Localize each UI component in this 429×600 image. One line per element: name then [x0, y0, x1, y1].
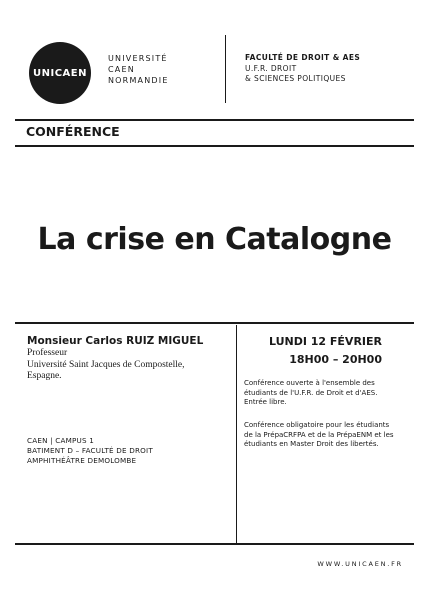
venue-line: AMPHITHÉÂTRE DEMOLOMBE [27, 455, 137, 465]
mandatory-note-line: Conférence obligatoire pour les étudiants [244, 421, 390, 429]
access-note-line: Conférence ouverte à l'ensemble des [244, 379, 375, 387]
faculty-line: U.F.R. DROIT [245, 63, 297, 73]
access-note-line: étudiants de l'U.F.R. de Droit et d'AES. [244, 388, 378, 397]
speaker-role-line: Espagne. [27, 371, 62, 381]
venue [27, 436, 153, 465]
faculty-line: & SCIENCES POLITIQUES [245, 74, 346, 83]
mandatory-note [244, 421, 394, 450]
conference-title: La crise en Catalogne [37, 222, 392, 257]
event-time: 18H00 – 20H00 [289, 353, 382, 366]
mandatory-note-line: étudiants en Master Droit des libertés. [244, 440, 379, 449]
header-divider [225, 35, 226, 103]
university-name [108, 53, 169, 86]
website-link[interactable]: WWW.UNICAEN.FR [317, 560, 403, 568]
details-divider [236, 325, 237, 543]
access-note [244, 379, 394, 408]
venue-line: CAEN | CAMPUS 1 [27, 436, 94, 445]
unicaen-logo [29, 42, 91, 104]
faculty-name [245, 53, 360, 85]
university-line: NORMANDIE [108, 76, 169, 85]
speaker-name: Monsieur Carlos RUIZ MIGUEL [27, 335, 204, 347]
venue-line: BATIMENT D – FACULTÉ DE DROIT [27, 445, 153, 455]
mandatory-note-line: de la PrépaCRFPA et de la PrépaENM et les [244, 430, 394, 439]
rule-below-label [15, 145, 414, 147]
rule-bottom [15, 543, 414, 545]
university-line: CAEN [108, 65, 135, 74]
university-line: UNIVERSITÉ [108, 54, 168, 63]
section-label: CONFÉRENCE [26, 124, 120, 139]
rule-top [15, 119, 414, 121]
speaker-role-line: Université Saint Jacques de Compostelle, [27, 359, 185, 370]
faculty-title: FACULTÉ DE DROIT & AES [245, 53, 361, 62]
event-date: LUNDI 12 FÉVRIER [268, 335, 382, 348]
logo-text: UNICAEN [33, 67, 87, 79]
speaker-role [27, 348, 185, 383]
access-note-line: Entrée libre. [244, 398, 287, 407]
rule-details [15, 322, 414, 324]
speaker-role-line: Professeur [27, 348, 68, 358]
